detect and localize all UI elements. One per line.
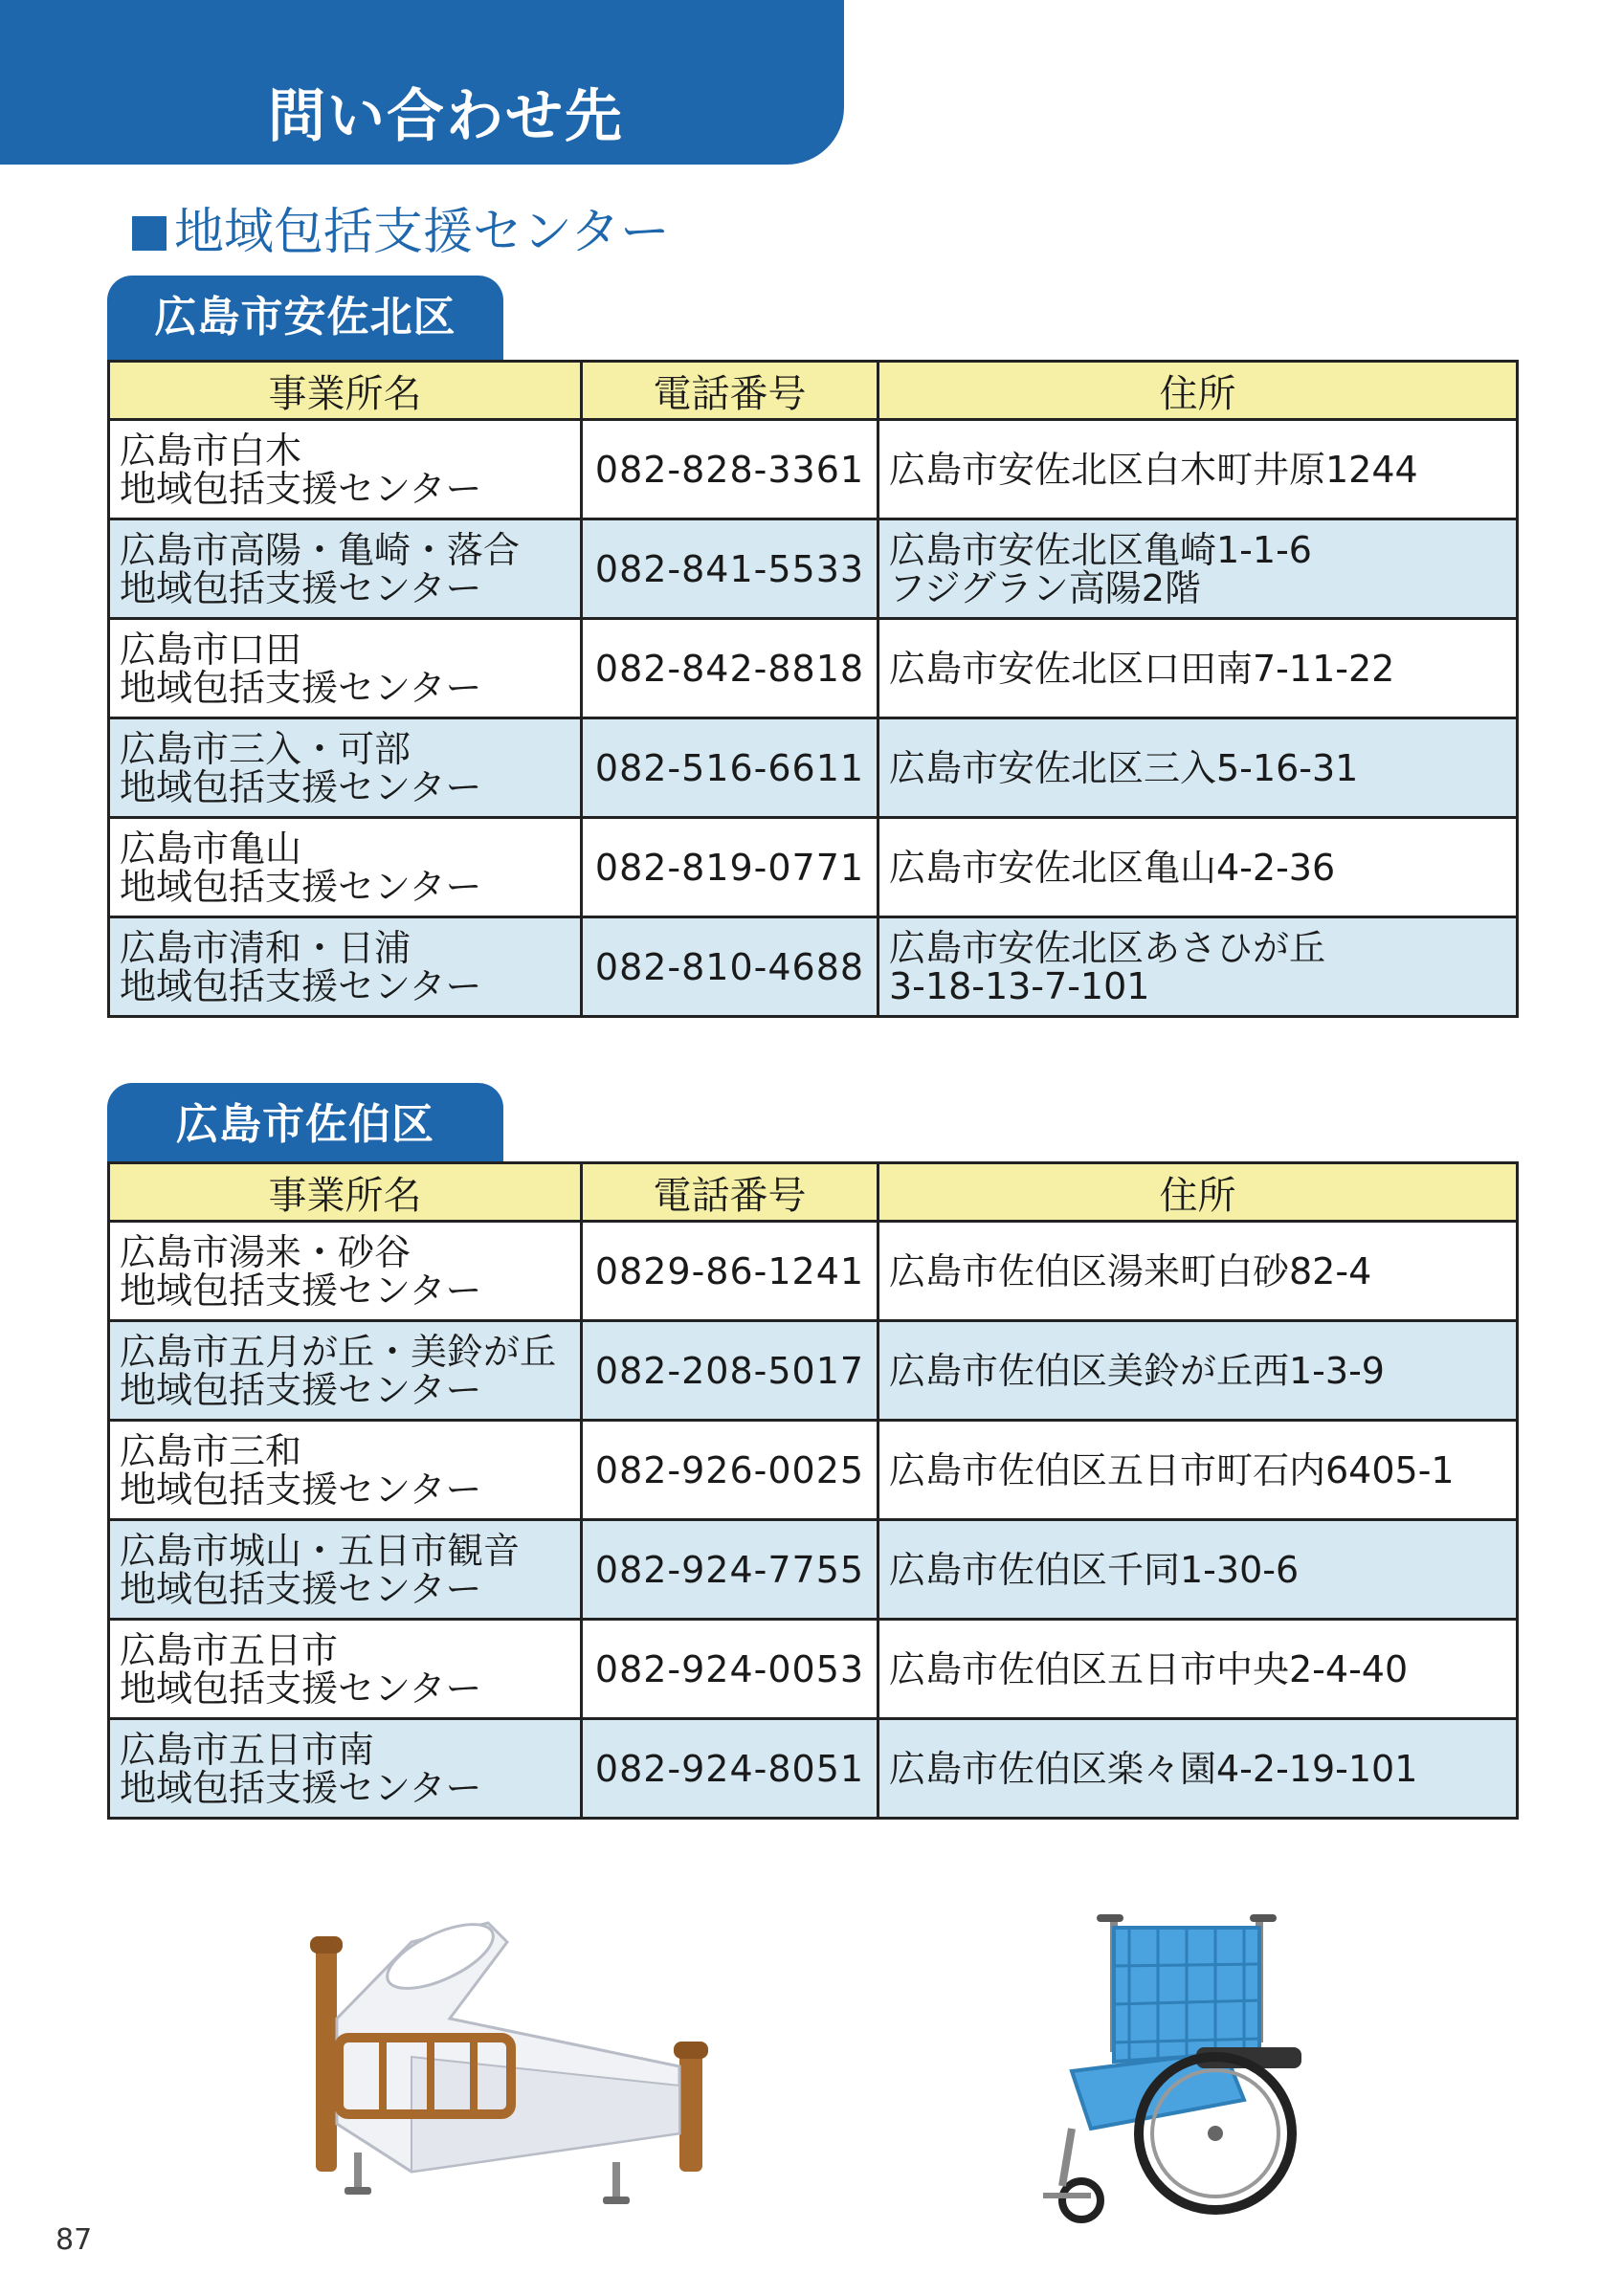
center-phone: 082-842-8818 — [582, 619, 878, 718]
page-number: 87 — [56, 2223, 93, 2257]
table-row — [109, 818, 1518, 917]
center-phone: 082-208-5017 — [582, 1321, 878, 1421]
center-name: 広島市三入・可部 地域包括支援センター — [109, 718, 582, 818]
center-address: 広島市安佐北区白木町井原1244 — [878, 420, 1518, 519]
table-header-row — [109, 1163, 1518, 1222]
column-header-phone: 電話番号 — [582, 1163, 878, 1222]
section-title: 地域包括支援センター — [174, 204, 670, 261]
center-address: 広島市佐伯区湯来町白砂82-4 — [878, 1222, 1518, 1321]
center-phone: 082-516-6611 — [582, 718, 878, 818]
center-phone: 082-841-5533 — [582, 519, 878, 619]
table-row — [109, 1421, 1518, 1520]
table-row — [109, 1620, 1518, 1719]
center-name: 広島市五日市南 地域包括支援センター — [109, 1719, 582, 1819]
table-row — [109, 519, 1518, 619]
table-header-row — [109, 362, 1518, 420]
center-phone: 082-924-7755 — [582, 1520, 878, 1620]
center-address: 広島市安佐北区亀山4-2-36 — [878, 818, 1518, 917]
center-address: 広島市佐伯区美鈴が丘西1-3-9 — [878, 1321, 1518, 1421]
column-header-address: 住所 — [878, 1163, 1518, 1222]
center-name: 広島市高陽・亀崎・落合 地域包括支援センター — [109, 519, 582, 619]
center-phone: 082-819-0771 — [582, 818, 878, 917]
center-table-saeki — [107, 1161, 1519, 1820]
center-name: 広島市口田 地域包括支援センター — [109, 619, 582, 718]
center-name: 広島市三和 地域包括支援センター — [109, 1421, 582, 1520]
center-address: 広島市佐伯区楽々園4-2-19-101 — [878, 1719, 1518, 1819]
center-phone: 0829-86-1241 — [582, 1222, 878, 1321]
center-name: 広島市清和・日浦 地域包括支援センター — [109, 917, 582, 1017]
care-bed-icon — [297, 1904, 746, 2210]
center-address: 広島市安佐北区口田南7-11-22 — [878, 619, 1518, 718]
center-name: 広島市湯来・砂谷 地域包括支援センター — [109, 1222, 582, 1321]
column-header-phone: 電話番号 — [582, 362, 878, 420]
center-address: 広島市安佐北区あさひが丘 3-18-13-7-101 — [878, 917, 1518, 1017]
table-row — [109, 420, 1518, 519]
center-phone: 082-926-0025 — [582, 1421, 878, 1520]
column-header-name: 事業所名 — [109, 362, 582, 420]
table-row — [109, 718, 1518, 818]
center-phone: 082-924-8051 — [582, 1719, 878, 1819]
table-row — [109, 619, 1518, 718]
column-header-address: 住所 — [878, 362, 1518, 420]
district-tab-saeki: 広島市佐伯区 — [107, 1083, 503, 1167]
center-address: 広島市佐伯区五日市中央2-4-40 — [878, 1620, 1518, 1719]
center-name: 広島市城山・五日市観音 地域包括支援センター — [109, 1520, 582, 1620]
table-row — [109, 1222, 1518, 1321]
table-row — [109, 1520, 1518, 1620]
center-address: 広島市安佐北区亀崎1-1-6 フジグラン高陽2階 — [878, 519, 1518, 619]
center-phone: 082-924-0053 — [582, 1620, 878, 1719]
wheelchair-icon — [1034, 1909, 1321, 2224]
center-address: 広島市佐伯区千同1-30-6 — [878, 1520, 1518, 1620]
center-phone: 082-810-4688 — [582, 917, 878, 1017]
center-table-asakita — [107, 360, 1519, 1018]
table-row — [109, 1321, 1518, 1421]
district-tab-asakita: 広島市安佐北区 — [107, 276, 503, 360]
center-phone: 082-828-3361 — [582, 420, 878, 519]
table-row — [109, 1719, 1518, 1819]
center-address: 広島市佐伯区五日市町石内6405-1 — [878, 1421, 1518, 1520]
center-name: 広島市五日市 地域包括支援センター — [109, 1620, 582, 1719]
center-name: 広島市五月が丘・美鈴が丘 地域包括支援センター — [109, 1321, 582, 1421]
section-heading — [132, 191, 670, 263]
table-row — [109, 917, 1518, 1017]
center-name: 広島市白木 地域包括支援センター — [109, 420, 582, 519]
column-header-name: 事業所名 — [109, 1163, 582, 1222]
square-bullet-icon — [132, 216, 167, 251]
center-name: 広島市亀山 地域包括支援センター — [109, 818, 582, 917]
page-title: 問い合わせ先 — [268, 83, 624, 150]
center-address: 広島市安佐北区三入5-16-31 — [878, 718, 1518, 818]
